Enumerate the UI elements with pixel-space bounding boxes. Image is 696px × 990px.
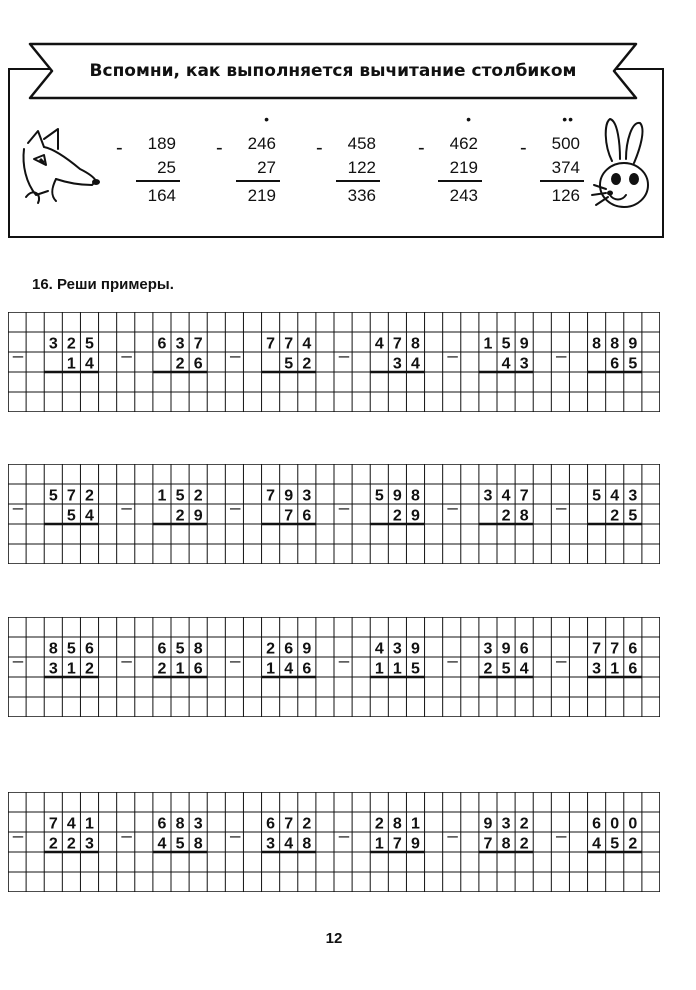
problem-grid-2 bbox=[8, 464, 660, 564]
minuend-digit: 1 bbox=[483, 335, 493, 353]
minuend-digit: 1 bbox=[85, 815, 94, 833]
subtraction-problem bbox=[12, 335, 99, 372]
subtrahend-digit: 2 bbox=[175, 507, 185, 525]
minus-sign: _ bbox=[230, 818, 241, 838]
minuend-digit: 4 bbox=[610, 487, 620, 505]
minuend-digit: 5 bbox=[592, 487, 602, 505]
minus-sign: _ bbox=[338, 818, 349, 838]
task-title: 16. Реши примеры. bbox=[32, 276, 174, 293]
minuend-digit: 7 bbox=[193, 335, 203, 353]
subtrahend-digit: 1 bbox=[610, 660, 620, 678]
minuend-digit: 4 bbox=[66, 815, 76, 833]
subtraction-problem bbox=[555, 487, 642, 524]
subtrahend-digit: 6 bbox=[628, 660, 638, 678]
minuend-digit: 3 bbox=[483, 640, 493, 658]
subtrahend: 219 bbox=[449, 158, 478, 177]
minus-sign: _ bbox=[121, 818, 132, 838]
subtrahend-digit: 7 bbox=[392, 835, 402, 853]
minuend-digit: 4 bbox=[501, 487, 511, 505]
subtraction-problem bbox=[121, 487, 208, 524]
subtrahend-digit: 5 bbox=[411, 660, 420, 678]
subtraction-problem bbox=[12, 815, 99, 852]
minuend-digit: 9 bbox=[519, 335, 529, 353]
subtraction-problem bbox=[447, 815, 534, 852]
subtraction-problem bbox=[229, 487, 316, 524]
subtrahend-digit: 6 bbox=[302, 660, 312, 678]
example-1 bbox=[116, 130, 186, 210]
result: 126 bbox=[551, 186, 580, 205]
minuend-digit: 3 bbox=[501, 815, 511, 833]
example-2 bbox=[216, 111, 286, 210]
minuend: 246 bbox=[247, 134, 276, 153]
minuend-digit: 2 bbox=[193, 487, 203, 505]
minuend-digit: 8 bbox=[175, 815, 185, 833]
subtrahend-digit: 2 bbox=[48, 835, 58, 853]
subtrahend-digit: 4 bbox=[519, 660, 529, 678]
minuend-digit: 7 bbox=[284, 335, 294, 353]
minuend-digit: 3 bbox=[392, 640, 402, 658]
borrow-marks: • bbox=[264, 111, 270, 127]
minus-sign: _ bbox=[230, 490, 241, 510]
minuend-digit: 7 bbox=[592, 640, 602, 658]
minuend: 500 bbox=[551, 134, 580, 153]
subtrahend-digit: 2 bbox=[610, 507, 620, 525]
minuend-digit: 3 bbox=[193, 815, 203, 833]
subtrahend-digit: 9 bbox=[411, 507, 420, 525]
example-4 bbox=[418, 111, 488, 210]
result: 219 bbox=[247, 186, 276, 205]
minuend-digit: 5 bbox=[48, 487, 58, 505]
subtrahend-digit: 9 bbox=[411, 835, 420, 853]
subtraction-problem bbox=[338, 487, 425, 524]
subtrahend-digit: 5 bbox=[175, 835, 185, 853]
example-5 bbox=[520, 111, 590, 210]
subtrahend-digit: 2 bbox=[66, 835, 76, 853]
example-3 bbox=[316, 130, 386, 210]
result-line bbox=[136, 180, 180, 182]
minus-sign: - bbox=[316, 137, 323, 159]
problem-grid-4 bbox=[8, 792, 660, 892]
minus-sign: - bbox=[418, 137, 425, 159]
borrow-marks: • bbox=[466, 111, 472, 127]
subtraction-problem bbox=[555, 815, 642, 852]
minuend-digit: 7 bbox=[266, 487, 276, 505]
minus-sign: _ bbox=[556, 338, 567, 358]
minuend-digit: 0 bbox=[610, 815, 620, 833]
minus-sign: - bbox=[216, 137, 223, 159]
minus-sign: _ bbox=[121, 643, 132, 663]
subtraction-problem bbox=[555, 640, 642, 677]
subtrahend-digit: 1 bbox=[66, 660, 76, 678]
borrow-marks: •• bbox=[562, 111, 574, 127]
minus-sign: _ bbox=[12, 338, 23, 358]
subtrahend-digit: 3 bbox=[592, 660, 602, 678]
subtraction-problem bbox=[121, 335, 208, 372]
result-line bbox=[336, 180, 380, 182]
minuend-digit: 1 bbox=[411, 815, 420, 833]
problem-grid-3 bbox=[8, 617, 660, 717]
subtrahend-digit: 7 bbox=[483, 835, 493, 853]
minuend-digit: 6 bbox=[157, 815, 167, 833]
minus-sign: _ bbox=[121, 338, 132, 358]
subtrahend-digit: 6 bbox=[302, 507, 312, 525]
subtrahend-digit: 5 bbox=[501, 660, 511, 678]
subtraction-problem bbox=[338, 640, 425, 677]
minuend-digit: 6 bbox=[519, 640, 529, 658]
subtrahend-digit: 1 bbox=[374, 660, 384, 678]
minuend-digit: 5 bbox=[501, 335, 511, 353]
subtraction-problem bbox=[447, 487, 534, 524]
minus-sign: _ bbox=[556, 490, 567, 510]
minuend-digit: 6 bbox=[592, 815, 602, 833]
subtrahend-digit: 2 bbox=[85, 660, 94, 678]
minus-sign: _ bbox=[12, 490, 23, 510]
subtrahend-digit: 4 bbox=[592, 835, 602, 853]
minus-sign: _ bbox=[447, 338, 458, 358]
subtraction-problem bbox=[447, 335, 534, 372]
subtraction-problem bbox=[555, 335, 642, 372]
minuend-digit: 2 bbox=[302, 815, 312, 833]
minuend-digit: 9 bbox=[392, 487, 402, 505]
minuend-digit: 2 bbox=[85, 487, 94, 505]
minuend-digit: 0 bbox=[628, 815, 638, 833]
subtrahend-digit: 2 bbox=[483, 660, 493, 678]
subtraction-problem bbox=[338, 815, 425, 852]
minuend-digit: 8 bbox=[48, 640, 58, 658]
result-line bbox=[236, 180, 280, 182]
minus-sign: _ bbox=[447, 818, 458, 838]
subtrahend-digit: 6 bbox=[193, 660, 203, 678]
result-line bbox=[438, 180, 482, 182]
bunny-icon bbox=[590, 115, 658, 215]
minuend-digit: 7 bbox=[48, 815, 58, 833]
minuend-digit: 5 bbox=[66, 640, 76, 658]
minuend-digit: 8 bbox=[193, 640, 203, 658]
minuend-digit: 7 bbox=[66, 487, 76, 505]
minuend-digit: 2 bbox=[374, 815, 384, 833]
minuend-digit: 2 bbox=[266, 640, 276, 658]
minuend-digit: 6 bbox=[157, 335, 167, 353]
minuend-digit: 9 bbox=[501, 640, 511, 658]
minuend-digit: 6 bbox=[85, 640, 94, 658]
minuend-digit: 3 bbox=[175, 335, 185, 353]
minuend-digit: 4 bbox=[374, 335, 384, 353]
minuend-digit: 6 bbox=[157, 640, 167, 658]
subtraction-problem bbox=[229, 815, 316, 852]
minuend-digit: 3 bbox=[48, 335, 58, 353]
subtrahend-digit: 2 bbox=[501, 507, 511, 525]
subtrahend-digit: 1 bbox=[66, 355, 76, 373]
subtrahend-digit: 7 bbox=[284, 507, 294, 525]
subtrahend-digit: 8 bbox=[302, 835, 312, 853]
minuend-digit: 7 bbox=[610, 640, 620, 658]
subtrahend-digit: 4 bbox=[411, 355, 420, 373]
minuend-digit: 1 bbox=[157, 487, 167, 505]
subtrahend: 122 bbox=[347, 158, 376, 177]
subtrahend-digit: 5 bbox=[628, 507, 638, 525]
minuend-digit: 8 bbox=[610, 335, 620, 353]
minuend: 189 bbox=[147, 134, 176, 153]
subtrahend-digit: 1 bbox=[175, 660, 185, 678]
minuend-digit: 5 bbox=[85, 335, 94, 353]
subtrahend-digit: 3 bbox=[392, 355, 402, 373]
minuend-digit: 5 bbox=[175, 487, 185, 505]
minuend-digit: 7 bbox=[392, 335, 402, 353]
minuend-digit: 9 bbox=[284, 487, 294, 505]
subtrahend-digit: 6 bbox=[193, 355, 203, 373]
subtrahend-digit: 8 bbox=[501, 835, 511, 853]
minus-sign: - bbox=[520, 137, 527, 159]
subtrahend-digit: 5 bbox=[284, 355, 294, 373]
minuend-digit: 8 bbox=[411, 487, 420, 505]
minus-sign: _ bbox=[12, 818, 23, 838]
subtraction-problem bbox=[12, 487, 99, 524]
minuend: 462 bbox=[449, 134, 478, 153]
problem-grid-1 bbox=[8, 312, 660, 412]
minuend-digit: 9 bbox=[411, 640, 420, 658]
minuend: 458 bbox=[347, 134, 376, 153]
minuend-digit: 9 bbox=[628, 335, 638, 353]
minuend-digit: 2 bbox=[519, 815, 529, 833]
page-number: 12 bbox=[325, 930, 343, 947]
subtrahend: 25 bbox=[157, 158, 176, 177]
minuend-digit: 8 bbox=[392, 815, 402, 833]
minus-sign: _ bbox=[556, 643, 567, 663]
subtraction-problem bbox=[229, 640, 316, 677]
minuend-digit: 8 bbox=[592, 335, 602, 353]
subtrahend-digit: 6 bbox=[610, 355, 620, 373]
minuend-digit: 6 bbox=[266, 815, 276, 833]
minuend-digit: 5 bbox=[175, 640, 185, 658]
minus-sign: _ bbox=[121, 490, 132, 510]
minuend-digit: 3 bbox=[483, 487, 493, 505]
minuend-digit: 7 bbox=[266, 335, 276, 353]
subtrahend-digit: 3 bbox=[519, 355, 529, 373]
subtrahend-digit: 4 bbox=[501, 355, 511, 373]
minus-sign: _ bbox=[230, 338, 241, 358]
subtrahend-digit: 3 bbox=[48, 660, 58, 678]
subtrahend-digit: 1 bbox=[392, 660, 402, 678]
minus-sign: _ bbox=[447, 490, 458, 510]
subtrahend-digit: 9 bbox=[193, 507, 203, 525]
subtrahend-digit: 1 bbox=[266, 660, 276, 678]
minus-sign: _ bbox=[556, 818, 567, 838]
subtrahend-digit: 1 bbox=[374, 835, 384, 853]
minuend-digit: 9 bbox=[302, 640, 312, 658]
subtrahend-digit: 5 bbox=[66, 507, 76, 525]
result-line bbox=[540, 180, 584, 182]
minuend-digit: 7 bbox=[284, 815, 294, 833]
subtraction-problem bbox=[338, 335, 425, 372]
minus-sign: _ bbox=[338, 338, 349, 358]
minuend-digit: 7 bbox=[519, 487, 529, 505]
minus-sign: - bbox=[116, 137, 123, 159]
subtrahend: 27 bbox=[257, 158, 276, 177]
subtrahend-digit: 4 bbox=[85, 355, 94, 373]
result: 336 bbox=[347, 186, 376, 205]
minus-sign: _ bbox=[338, 643, 349, 663]
subtrahend-digit: 2 bbox=[628, 835, 638, 853]
subtrahend-digit: 4 bbox=[85, 507, 94, 525]
subtrahend-digit: 3 bbox=[266, 835, 276, 853]
minuend-digit: 4 bbox=[302, 335, 312, 353]
subtraction-problem bbox=[121, 815, 208, 852]
minuend-digit: 6 bbox=[628, 640, 638, 658]
minus-sign: _ bbox=[338, 490, 349, 510]
subtrahend-digit: 5 bbox=[628, 355, 638, 373]
subtrahend-digit: 2 bbox=[392, 507, 402, 525]
banner-title: Вспомни, как выполняется вычитание столбиком bbox=[89, 61, 577, 81]
subtrahend-digit: 8 bbox=[193, 835, 203, 853]
minuend-digit: 6 bbox=[284, 640, 294, 658]
subtrahend-digit: 2 bbox=[157, 660, 167, 678]
minus-sign: _ bbox=[12, 643, 23, 663]
minuend-digit: 3 bbox=[302, 487, 312, 505]
result: 164 bbox=[147, 186, 176, 205]
minuend-digit: 8 bbox=[411, 335, 420, 353]
minuend-digit: 9 bbox=[483, 815, 493, 833]
result: 243 bbox=[449, 186, 478, 205]
minuend-digit: 3 bbox=[628, 487, 638, 505]
subtrahend-digit: 2 bbox=[302, 355, 312, 373]
subtraction-problem bbox=[121, 640, 208, 677]
minus-sign: _ bbox=[230, 643, 241, 663]
subtrahend-digit: 2 bbox=[175, 355, 185, 373]
subtraction-problem bbox=[12, 640, 99, 677]
minuend-digit: 4 bbox=[374, 640, 384, 658]
subtrahend-digit: 4 bbox=[284, 835, 294, 853]
subtrahend-digit: 4 bbox=[284, 660, 294, 678]
minus-sign: _ bbox=[447, 643, 458, 663]
subtrahend: 374 bbox=[551, 158, 580, 177]
subtrahend-digit: 8 bbox=[519, 507, 529, 525]
subtrahend-digit: 5 bbox=[610, 835, 620, 853]
subtrahend-digit: 3 bbox=[85, 835, 94, 853]
minuend-digit: 2 bbox=[66, 335, 76, 353]
minuend-digit: 5 bbox=[374, 487, 384, 505]
subtraction-problem bbox=[229, 335, 316, 372]
subtrahend-digit: 4 bbox=[157, 835, 167, 853]
subtrahend-digit: 2 bbox=[519, 835, 529, 853]
subtraction-problem bbox=[447, 640, 534, 677]
fox-icon bbox=[14, 125, 102, 205]
